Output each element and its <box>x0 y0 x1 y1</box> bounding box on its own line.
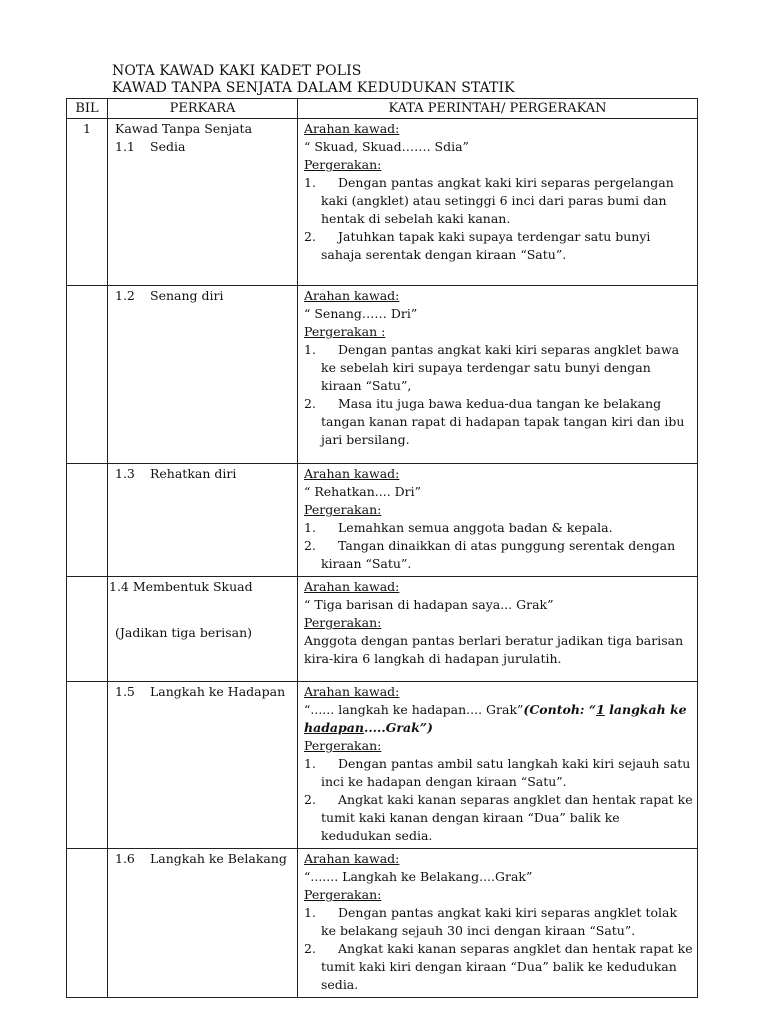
perkara-cell <box>108 464 298 577</box>
item-label: Sedia <box>150 139 186 154</box>
arahan-text: “ Tiga barisan di hadapan saya... Grak” <box>304 597 554 612</box>
perkara-cell <box>108 849 298 998</box>
perkara-cell <box>108 682 298 849</box>
arahan-label: Arahan kawad: <box>304 288 400 303</box>
table-row <box>67 286 698 464</box>
step-text: Dengan pantas ambil satu langkah kaki kiri sejauh satu inci ke hadapan dengan kiraan “Satu”. <box>321 756 691 789</box>
pergerakan-label: Pergerakan: <box>304 887 382 902</box>
step-number: 1. <box>304 905 316 920</box>
table-row <box>67 849 698 998</box>
step-item <box>304 940 693 994</box>
kata-perintah-cell <box>298 119 698 286</box>
perkara-cell <box>108 577 298 682</box>
step-number: 2. <box>304 792 316 807</box>
pergerakan-label: Pergerakan: <box>304 738 382 753</box>
step-text: Dengan pantas angkat kaki kiri separas angklet tolak ke belakang sejauh 30 inci dengan kiraan “Satu”. <box>321 905 678 938</box>
arahan-label: Arahan kawad: <box>304 579 400 594</box>
step-text: Lemahkan semua anggota badan & kepala. <box>338 520 613 535</box>
header-kata-perintah: KATA PERINTAH/ PERGERAKAN <box>298 99 698 119</box>
bil-cell <box>67 464 108 577</box>
contoh-note: (Contoh: “1 langkah ke hadapan.....Grak”) <box>304 702 687 735</box>
step-text: Dengan pantas angkat kaki kiri separas angklet bawa ke sebelah kiri supaya terdengar satu bunyi dengan kiraan “Satu”, <box>321 342 680 393</box>
step-item <box>304 755 693 791</box>
pergerakan-label: Pergerakan: <box>304 615 382 630</box>
step-number: 2. <box>304 538 316 553</box>
item-number: 1.5 <box>115 684 135 699</box>
perkara-cell <box>108 286 298 464</box>
arahan-text: “ Rehatkan.... Dri” <box>304 484 422 499</box>
item-label: Senang diri <box>150 288 224 303</box>
bil-cell: 1 <box>67 119 108 286</box>
kata-perintah-cell <box>298 682 698 849</box>
arahan-text: “ Senang…… Dri” <box>304 306 418 321</box>
kata-perintah-cell <box>298 464 698 577</box>
header-perkara: PERKARA <box>108 99 298 119</box>
kata-perintah-cell <box>298 286 698 464</box>
item-number: 1.2 <box>115 288 135 303</box>
arahan-label: Arahan kawad: <box>304 684 400 699</box>
table-row <box>67 464 698 577</box>
arahan-text: “....... Langkah ke Belakang....Grak” <box>304 869 533 884</box>
arahan-text <box>304 701 693 737</box>
arahan-command: “...... langkah ke hadapan.... Grak” <box>304 702 524 717</box>
step-item <box>304 519 693 537</box>
arahan-label: Arahan kawad: <box>304 851 400 866</box>
step-number: 2. <box>304 941 316 956</box>
step-text: Angkat kaki kanan separas angklet dan hentak rapat ke tumit kaki kiri dengan kiraan “Dua” balik ke kedudukan sedia. <box>321 941 693 992</box>
perkara-cell <box>108 119 298 286</box>
pergerakan-label: Pergerakan: <box>304 502 382 517</box>
step-text: Angkat kaki kanan separas angklet dan hentak rapat ke tumit kaki kanan dengan kiraan “Dua” balik ke kedudukan sedia. <box>321 792 693 843</box>
item-number: 1.6 <box>115 851 135 866</box>
page-title <box>112 63 515 97</box>
header-bil: BIL <box>67 99 108 119</box>
arahan-label: Arahan kawad: <box>304 466 400 481</box>
table-header-row <box>67 99 698 119</box>
step-number: 2. <box>304 229 316 244</box>
step-text: Masa itu juga bawa kedua-dua tangan ke belakang tangan kanan rapat di hadapan tapak tangan kiri dan ibu jari bersilang. <box>321 396 685 447</box>
title-line-2: KAWAD TANPA SENJATA DALAM KEDUDUKAN STATIK <box>112 80 515 96</box>
step-number: 1. <box>304 756 316 771</box>
table-row <box>67 682 698 849</box>
step-text: Jatuhkan tapak kaki supaya terdengar satu bunyi sahaja serentak dengan kiraan “Satu”. <box>321 229 651 262</box>
table-row <box>67 119 698 286</box>
step-item <box>304 904 693 940</box>
kata-perintah-cell <box>298 577 698 682</box>
step-item <box>304 174 693 228</box>
kata-perintah-cell <box>298 849 698 998</box>
arahan-label: Arahan kawad: <box>304 121 400 136</box>
bil-cell <box>67 682 108 849</box>
bil-cell <box>67 577 108 682</box>
item-label: Rehatkan diri <box>150 466 237 481</box>
kawad-table <box>66 98 698 998</box>
step-item <box>304 395 693 449</box>
pergerakan-label: Pergerakan : <box>304 324 386 339</box>
item-label: Langkah ke Belakang <box>150 851 287 866</box>
step-number: 1. <box>304 520 316 535</box>
step-number: 2. <box>304 396 316 411</box>
item-note: (Jadikan tiga berisan) <box>115 625 253 640</box>
step-number: 1. <box>304 175 316 190</box>
item-label: 1.4 Membentuk Skuad <box>109 579 253 594</box>
item-number: 1.3 <box>115 466 135 481</box>
item-number: 1.1 <box>115 139 135 154</box>
item-label: Langkah ke Hadapan <box>150 684 286 699</box>
arahan-text: “ Skuad, Skuad……. Sdia” <box>304 139 469 154</box>
step-item <box>304 537 693 573</box>
step-text: Tangan dinaikkan di atas punggung serentak dengan kiraan “Satu”. <box>321 538 676 571</box>
pergerakan-label: Pergerakan: <box>304 157 382 172</box>
step-item <box>304 341 693 395</box>
table-row <box>67 577 698 682</box>
title-line-1: NOTA KAWAD KAKI KADET POLIS <box>112 63 362 79</box>
step-number: 1. <box>304 342 316 357</box>
bil-cell <box>67 286 108 464</box>
step-item <box>304 791 693 845</box>
pergerakan-text: Anggota dengan pantas berlari beratur jadikan tiga barisan kira-kira 6 langkah di hadapan jurulatih. <box>304 633 684 666</box>
step-text: Dengan pantas angkat kaki kiri separas pergelangan kaki (angklet) atau setinggi 6 inci dari paras bumi dan hentak di sebelah kaki kanan. <box>321 175 674 226</box>
step-item <box>304 228 693 264</box>
section-heading: Kawad Tanpa Senjata <box>115 121 253 136</box>
bil-cell <box>67 849 108 998</box>
